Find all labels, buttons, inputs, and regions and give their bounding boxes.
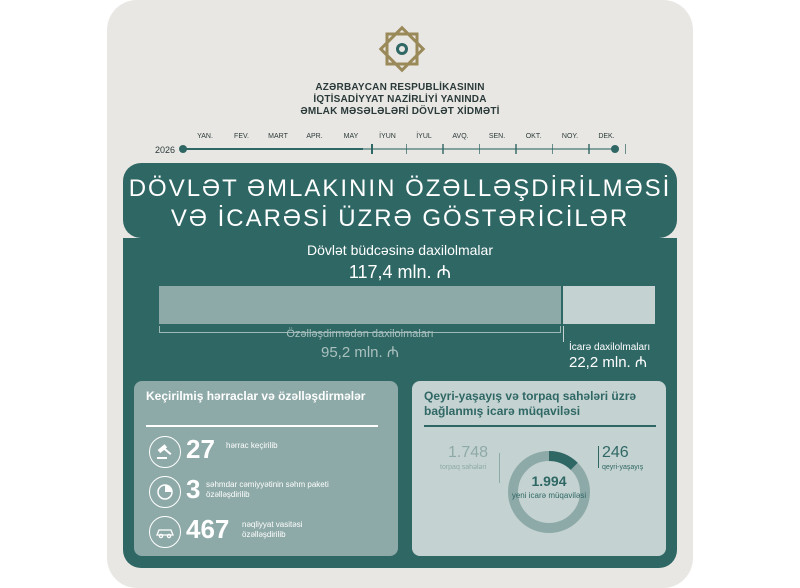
donut-total-value: 1.994 xyxy=(531,473,567,489)
infographic-card xyxy=(107,0,693,588)
timeline-month: APR. xyxy=(306,133,323,140)
org-name-line-1: AZƏRBAYCAN RESPUBLİKASININ xyxy=(315,82,485,93)
lease-value: 22,2 mln. ₼ xyxy=(569,354,648,371)
shares-count-text: səhmdar cəmiyyətinin səhm paketi özəlləşdirilib xyxy=(206,480,329,499)
budget-bar xyxy=(159,286,655,324)
timeline-month: FEV. xyxy=(234,133,249,140)
timeline-progress-line xyxy=(183,148,363,150)
shares-count: 3 xyxy=(186,474,201,504)
timeline-month: SEN. xyxy=(488,133,506,140)
star-emblem-icon xyxy=(375,22,429,76)
lease-bar-segment xyxy=(563,286,655,324)
title-banner xyxy=(123,163,677,238)
timeline-month: İYUL xyxy=(416,133,432,140)
indicators-panel xyxy=(123,238,677,568)
month-timeline xyxy=(107,128,693,158)
vehicles-count-text: nəqliyyat vasitəsi özəlləşdirilib xyxy=(242,520,303,539)
auctions-card xyxy=(134,381,398,556)
donut-total-label: yeni icarə müqaviləsi xyxy=(511,491,587,500)
timeline-end-dot xyxy=(611,145,619,153)
car-icon xyxy=(149,516,181,548)
privatization-label: Özəlləşdirmədən daxilolmaları xyxy=(286,328,434,340)
timeline-month: NOY. xyxy=(561,133,579,140)
leases-divider xyxy=(424,425,656,427)
land-lease-label: torpaq sahələri xyxy=(440,464,487,471)
budget-label: Dövlət büdcəsinə daxilolmalar xyxy=(307,242,493,258)
timeline-month: MART xyxy=(268,133,288,140)
privatization-bar-segment xyxy=(159,286,561,324)
lease-bracket xyxy=(563,326,564,342)
auctions-divider xyxy=(146,425,378,427)
org-name-line-2: İQTİSADİYYAT NAZİRLİYİ YANINDA xyxy=(313,94,487,105)
timeline-month: AVQ. xyxy=(452,133,469,140)
pie-chart-icon xyxy=(149,476,181,508)
nonresidential-lease-label: qeyri-yaşayış xyxy=(602,464,644,471)
budget-total-value: 117,4 mln. ₼ xyxy=(348,262,452,282)
leases-card xyxy=(412,381,666,556)
auctions-count-text: hərrac keçirilib xyxy=(226,441,278,450)
lease-label: İcarə daxilolmaları xyxy=(569,342,651,353)
timeline-month: YAN. xyxy=(197,133,213,140)
timeline-tick xyxy=(625,144,627,154)
timeline-current-marker xyxy=(371,144,373,154)
nonresidential-lease-value: 246 xyxy=(602,444,629,461)
timeline-tick xyxy=(442,144,444,154)
title-line-1: DÖVLƏT ƏMLAKININ ÖZƏLLƏŞDİRİLMƏSİ xyxy=(128,175,672,202)
org-name-line-3: ƏMLAK MƏSƏLƏLƏRİ DÖVLƏT XİDMƏTİ xyxy=(300,106,500,117)
timeline-start-dot xyxy=(179,145,187,153)
timeline-month: OKT. xyxy=(525,133,542,140)
timeline-year: 2026 xyxy=(155,145,176,155)
timeline-month: DEK. xyxy=(598,133,615,140)
privatization-value: 95,2 mln. ₼ xyxy=(320,344,400,361)
auctions-title: Keçirilmiş hərraclar və özəlləşdirmələr xyxy=(146,389,366,403)
land-lease-value: 1.748 xyxy=(448,444,489,461)
timeline-tick xyxy=(552,144,554,154)
timeline-tick xyxy=(515,144,517,154)
timeline-remaining-line xyxy=(363,148,615,150)
timeline-tick xyxy=(406,144,408,154)
land-lease-pointer xyxy=(499,453,500,483)
timeline-month: MAY xyxy=(343,133,359,140)
timeline-tick xyxy=(588,144,590,154)
timeline-tick xyxy=(479,144,481,154)
leases-title: Qeyri-yaşayış və torpaq sahələri üzrə bağlanmış icarə müqaviləsi xyxy=(424,389,637,418)
nonresidential-pointer xyxy=(598,446,599,468)
timeline-month: İYUN xyxy=(379,133,396,140)
vehicles-count: 467 xyxy=(186,514,230,544)
gavel-icon xyxy=(149,436,181,468)
auctions-count: 27 xyxy=(186,434,215,464)
title-line-2: VƏ İCARƏSİ ÜZRƏ GÖSTƏRİCİLƏR xyxy=(170,205,630,232)
